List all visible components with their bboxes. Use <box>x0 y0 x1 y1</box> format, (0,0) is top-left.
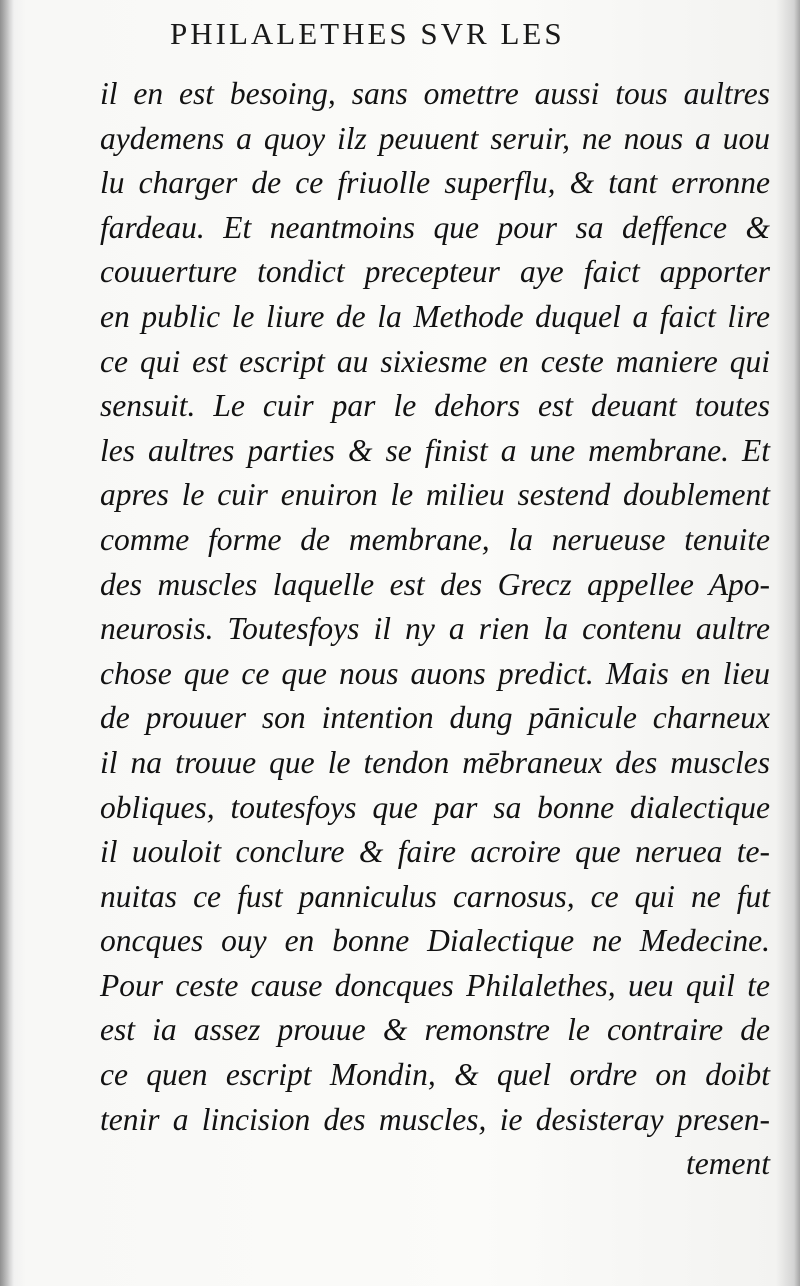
running-head: PHILALETHES SVR LES <box>170 16 565 51</box>
text-line: de prouuer son intention dung pānicule charneux <box>100 700 770 736</box>
text-line: comme forme de membrane, la nerueuse tenuite <box>100 521 770 557</box>
text-line: il en est besoing, sans omettre aussi tous aultres <box>100 76 770 111</box>
text-line: neurosis. Toutesfoys il ny a rien la contenu aultre <box>100 611 770 647</box>
text-line: couuerture tondict precepteur aye faict apporter <box>100 254 770 290</box>
text-line: tenir a lincision des muscles, ie desisteray presen- <box>100 1101 770 1137</box>
page-edge <box>794 0 800 1286</box>
text-line: apres le cuir enuiron le milieu sestend doublement <box>100 477 770 513</box>
text-line: en public le liure de la Methode duquel a faict lire <box>100 298 770 334</box>
text-line: oncques ouy en bonne Dialectique ne Medecine. <box>100 923 770 959</box>
text-line: chose que ce que nous auons predict. Mais en lieu <box>100 655 770 691</box>
text-line: est ia assez prouue & remonstre le contraire de <box>100 1012 770 1048</box>
text-line: sensuit. Le cuir par le dehors est deuant toutes <box>100 388 770 424</box>
body-text <box>100 72 770 1187</box>
text-line: il na trouue que le tendon mēbraneux des muscles <box>100 744 770 780</box>
text-line: ce qui est escript au sixiesme en ceste maniere qui <box>100 343 770 379</box>
text-line: lu charger de ce friuolle superflu, & tant erronne <box>100 165 770 201</box>
text-line: Pour ceste cause doncques Philalethes, ueu quil te <box>100 967 770 1003</box>
text-line: les aultres parties & se finist a une membrane. Et <box>100 432 770 468</box>
text-line: des muscles laquelle est des Grecz appellee Apo- <box>100 566 770 602</box>
text-line: aydemens a quoy ilz peuuent seruir, ne nous a uou <box>100 120 770 156</box>
text-line: fardeau. Et neantmoins que pour sa deffence & <box>100 209 770 245</box>
catchword: tement <box>686 1146 770 1182</box>
spine-shadow <box>0 0 14 1286</box>
text-line: nuitas ce fust panniculus carnosus, ce qui ne fut <box>100 878 770 914</box>
text-line: ce quen escript Mondin, & quel ordre on doibt <box>100 1057 770 1093</box>
text-line: obliques, toutesfoys que par sa bonne dialectique <box>100 789 770 825</box>
text-line: il uouloit conclure & faire acroire que neruea te- <box>100 834 770 870</box>
